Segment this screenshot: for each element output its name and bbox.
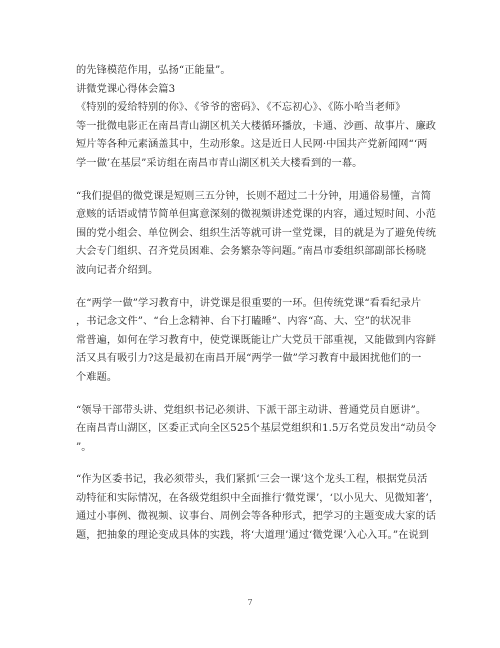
text-line: 动特征和实际情况，在各级党组织中全面推行‘微党课’，‘以小见大、见微知著’， xyxy=(76,492,440,504)
text-line: 《特别的爱给特别的你》、《爷爷的密码》、《不忘初心》、《陈小哈当老师》 xyxy=(76,102,406,114)
paragraph-gap xyxy=(76,457,430,471)
text-line: “我们提倡的微党课是短则三五分钟，长则不超过二十分钟，用通俗易懂，言简 xyxy=(76,190,432,202)
page-number: 7 xyxy=(247,598,253,607)
section-heading: 讲微党课心得体会篇3 xyxy=(76,83,176,95)
text-line: 题，把抽象的理论变成具体的实践，将‘大道理’通过‘微党课’入心入耳。”在说到 xyxy=(76,530,430,542)
text-line: 的先锋模范作用，弘扬“正能量”。 xyxy=(76,65,231,76)
text-line: 在南昌青山湖区，区委正式向全区525个基层党组织和1.5万名党员发出“动员令 xyxy=(76,423,437,435)
paragraph-gap xyxy=(76,174,430,188)
text-line: 波向记者介绍到。 xyxy=(76,264,159,276)
text-line: ，书记念文件”、“台上念精神、台下打瞌睡”、内容“高、大、空”的状况非 xyxy=(76,316,412,328)
text-line: 学一做’在基层”采访组在南昌市青山湖区机关大楼看到的一幕。 xyxy=(76,157,363,169)
text-line: 大会专门组织、召齐党员困难、会务繁杂等问题。”南昌市委组织部副部长杨晓 xyxy=(76,246,426,258)
text-line: 个难题。 xyxy=(76,371,118,383)
text-line: 意赅的话语或情节简单但寓意深刻的微视频讲述党课的内容，通过短时间、小范 xyxy=(76,209,437,221)
text-line: 在“两学一做”学习教育中，讲党课是很重要的一环。但传统党课“看看纪录片 xyxy=(76,297,422,309)
text-line: 常普遍，如何在学习教育中，使党课既能让广大党员干部重视，又能做到内容鲜 xyxy=(76,334,437,346)
text-line: “作为区委书记，我必须带头，我们紧抓‘三会一课’这个龙头工程，根据党员活 xyxy=(76,474,428,486)
paragraph-gap xyxy=(76,281,430,295)
text-line: 短片等各种元素涵盖其中，生动形象。这是近日人民网·中国共产党新闻网“‘两 xyxy=(76,139,428,151)
text-line: 通过小事例、微视频、议事台、周例会等各种形式，把学习的主题变成大家的话 xyxy=(76,511,437,523)
document-body xyxy=(76,62,440,546)
text-line: 活又具有吸引力?这是最初在南昌开展“两学一做”学习教育中最困扰他们的一 xyxy=(76,353,422,365)
text-line: “领导干部带头讲、党组织书记必须讲、下派干部主动讲、普通党员自愿讲”。 xyxy=(76,404,427,416)
text-line: 等一批微电影正在南昌青山湖区机关大楼循环播放，卡通、沙画、故事片、廉政 xyxy=(76,120,437,132)
text-line: 围的党小组会、单位例会、组织生活等就可讲一堂党课，目的就是为了避免传统 xyxy=(76,227,437,239)
text-line: ”。 xyxy=(76,441,92,453)
paragraph-gap xyxy=(76,388,430,402)
